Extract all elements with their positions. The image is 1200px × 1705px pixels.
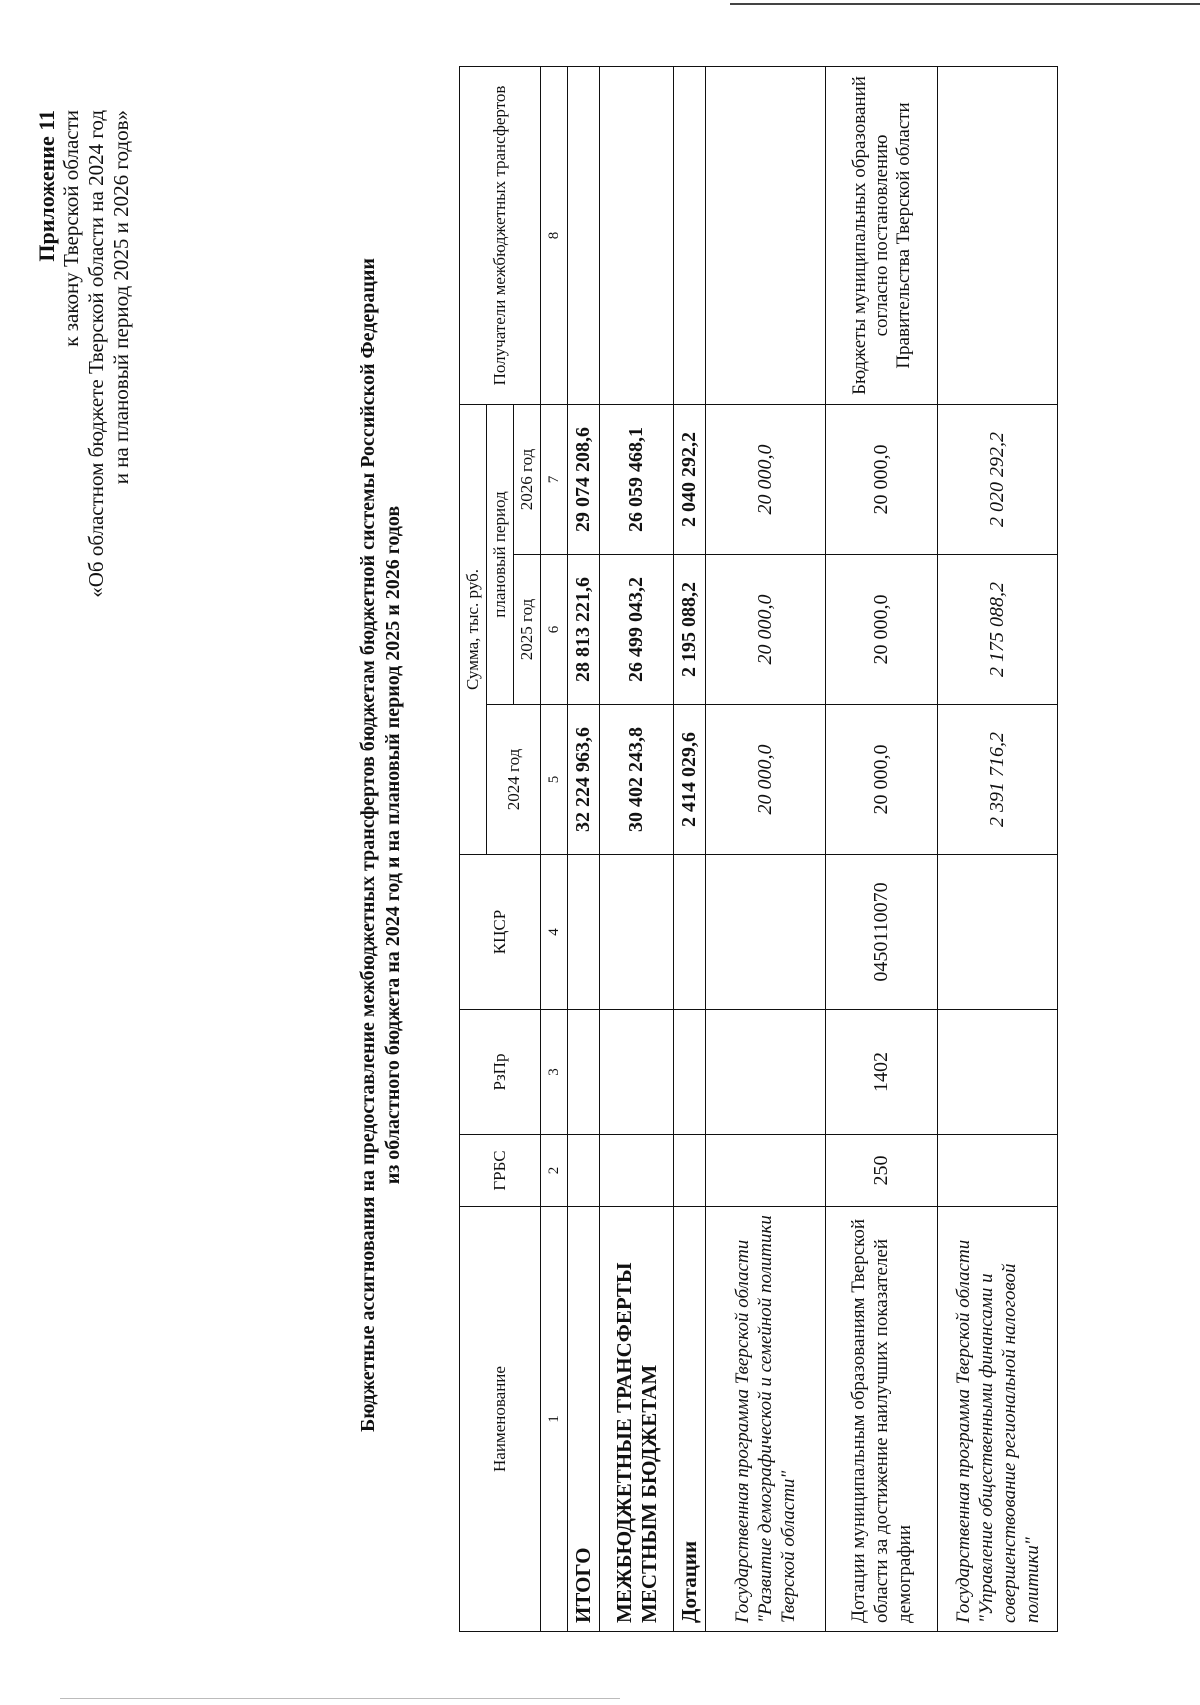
row-rzpr (938, 1010, 1058, 1135)
col-number: 5 (541, 705, 568, 855)
row-rzpr (568, 1010, 600, 1135)
row-2025: 2 175 088,2 (938, 555, 1058, 705)
row-2024: 2 391 716,2 (938, 705, 1058, 855)
col-number: 2 (541, 1135, 568, 1207)
row-grbs (674, 1135, 706, 1207)
table-row-transfers (600, 66, 674, 1631)
appendix-line-2: «Об областном бюджете Тверской области на 2024 год (84, 110, 108, 598)
row-recipients (938, 66, 1058, 404)
row-grbs (600, 1135, 674, 1207)
table-row-program-finance (938, 66, 1058, 1631)
row-2024: 20 000,0 (826, 705, 938, 855)
table-row-program-demography (706, 66, 826, 1631)
row-grbs: 250 (826, 1135, 938, 1207)
col-number: 4 (541, 855, 568, 1010)
appendix-title: Приложение 11 (34, 110, 59, 262)
row-name: МЕЖБЮДЖЕТНЫЕ ТРАНСФЕРТЫ МЕСТНЫМ БЮДЖЕТАМ (600, 1207, 674, 1632)
row-grbs (568, 1135, 600, 1207)
col-number: 3 (541, 1010, 568, 1135)
header-2024: 2024 год (487, 705, 541, 855)
row-rzpr (674, 1010, 706, 1135)
row-2025: 26 499 043,2 (600, 555, 674, 705)
header-recipients: Получатели межбюджетных трансфертов (460, 66, 541, 404)
row-name: Дотации (674, 1207, 706, 1632)
row-2026: 20 000,0 (706, 404, 826, 554)
table-row-subsidies (674, 66, 706, 1631)
row-recipients (674, 66, 706, 404)
document-title-line-2: из областного бюджета на 2024 год и на плановый период 2025 и 2026 годов (382, 505, 404, 1185)
row-kcsr (600, 855, 674, 1010)
header-row-1 (460, 66, 487, 1631)
row-grbs (938, 1135, 1058, 1207)
col-number: 6 (541, 555, 568, 705)
header-planned-period: плановый период (487, 404, 514, 704)
row-kcsr (938, 855, 1058, 1010)
header-kcsr: КЦСР (460, 855, 541, 1010)
col-number: 7 (541, 404, 568, 554)
row-2024: 20 000,0 (706, 705, 826, 855)
header-2026: 2026 год (514, 404, 541, 554)
row-rzpr (600, 1010, 674, 1135)
row-2025: 20 000,0 (826, 555, 938, 705)
row-recipients (568, 66, 600, 404)
budget-table (459, 66, 1058, 1632)
header-grbs: ГРБС (460, 1135, 541, 1207)
header-2025: 2025 год (514, 555, 541, 705)
column-number-row (541, 66, 568, 1631)
row-2025: 20 000,0 (706, 555, 826, 705)
document-title-line-1: Бюджетные ассигнования на предоставление межбюджетных трансфертов бюджетам бюджетной системы Российской Федерации (357, 258, 379, 1432)
row-kcsr: 0450110070 (826, 855, 938, 1010)
row-rzpr (706, 1010, 826, 1135)
row-2024: 2 414 029,6 (674, 705, 706, 855)
row-grbs (706, 1135, 826, 1207)
row-2024: 30 402 243,8 (600, 705, 674, 855)
scan-crease (60, 1698, 620, 1699)
row-name: ИТОГО (568, 1207, 600, 1632)
appendix-line-1: к закону Тверской области (59, 110, 83, 347)
row-name: Дотации муниципальным образованиям Тверской области за достижение наилучших показателей демографии (826, 1207, 938, 1632)
row-recipients: Бюджеты муниципальных образований согласно постановлению Правительства Тверской области (826, 66, 938, 404)
table-row-demography-subsidy (826, 66, 938, 1631)
header-name: Наименование (460, 1207, 541, 1632)
row-2026: 26 059 468,1 (600, 404, 674, 554)
header-sum: Сумма, тыс. руб. (460, 404, 487, 854)
row-recipients (600, 66, 674, 404)
header-rzpr: РзПр (460, 1010, 541, 1135)
row-2025: 28 813 221,6 (568, 555, 600, 705)
row-2024: 32 224 963,6 (568, 705, 600, 855)
row-recipients (706, 66, 826, 404)
appendix-line-3: и на плановый период 2025 и 2026 годов» (109, 110, 133, 485)
row-name: Государственная программа Тверской области "Развитие демографической и семейной политики Тверской области" (706, 1207, 826, 1632)
row-2026: 20 000,0 (826, 404, 938, 554)
row-rzpr: 1402 (826, 1010, 938, 1135)
document-title (356, 45, 406, 1645)
row-2026: 29 074 208,6 (568, 404, 600, 554)
row-kcsr (568, 855, 600, 1010)
appendix-header (34, 110, 134, 598)
row-name: Государственная программа Тверской области "Управление общественными финансами и совершенствование региональной налоговой политики" (938, 1207, 1058, 1632)
row-2026: 2 040 292,2 (674, 404, 706, 554)
col-number: 8 (541, 66, 568, 404)
row-kcsr (706, 855, 826, 1010)
table-row-total (568, 66, 600, 1631)
row-kcsr (674, 855, 706, 1010)
row-2026: 2 020 292,2 (938, 404, 1058, 554)
col-number: 1 (541, 1207, 568, 1632)
row-2025: 2 195 088,2 (674, 555, 706, 705)
